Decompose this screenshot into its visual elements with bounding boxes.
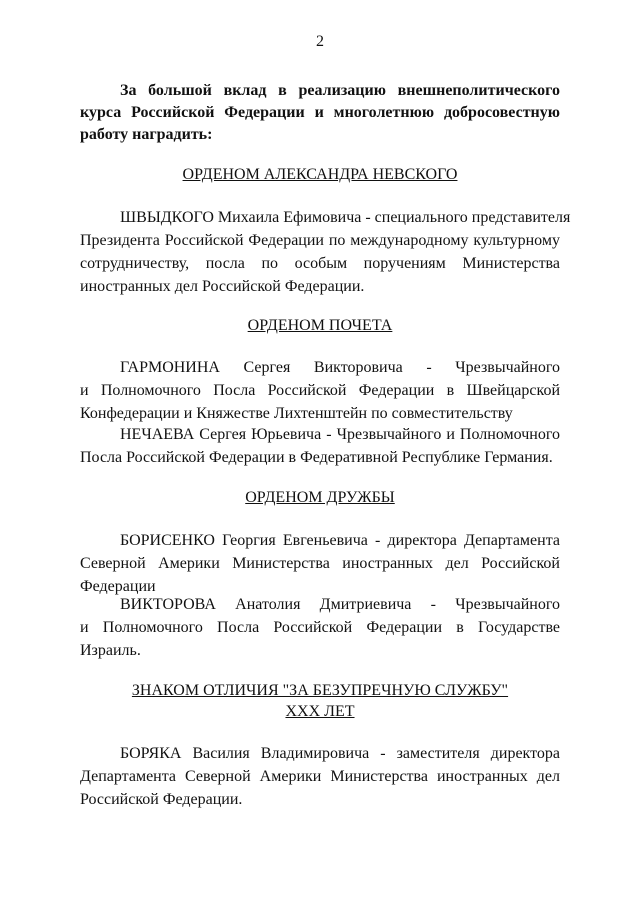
paragraph-line: Конфедерации и Княжестве Лихтенштейн по совместительству [80, 405, 513, 422]
paragraph-line: иностранных дел Российской Федерации. [80, 278, 365, 295]
paragraph-line: и Полномочного Посла Российской Федерации в Государстве [80, 619, 560, 636]
award-intro [80, 80, 560, 146]
award-paragraph [80, 356, 560, 425]
paragraph-line: ШВЫДКОГО Михаила Ефимовича - специального представителя [120, 209, 571, 226]
paragraph-line: и Полномочного Посла Российской Федерации в Швейцарской [80, 382, 560, 399]
paragraph-line: Российской Федерации. [80, 791, 243, 808]
paragraph-line: Департамента Северной Америки Министерства иностранных дел [80, 768, 560, 785]
award-paragraph [80, 423, 560, 469]
section-heading-badge-line2: XXX ЛЕТ [285, 703, 355, 720]
intro-line: курса Российской Федерации и многолетнюю добросовестную [80, 104, 560, 121]
paragraph-line: НЕЧАЕВА Сергея Юрьевича - Чрезвычайного и Полномочного [120, 426, 560, 443]
intro-line: За большой вклад в реализацию внешнеполитического [120, 82, 560, 99]
paragraph-line: сотрудничеству, посла по особым поручениям Министерства [80, 255, 560, 272]
paragraph-line: ГАРМОНИНА Сергея Викторовича - Чрезвычайного [120, 359, 560, 376]
paragraph-line: Президента Российской Федерации по международному культурному [80, 232, 560, 249]
paragraph-line: Посла Российской Федерации в Федеративной Республике Германия. [80, 449, 553, 466]
paragraph-line: Федерации [80, 578, 156, 595]
paragraph-line: Израиль. [80, 642, 141, 659]
section-heading-honour: ОРДЕНОМ ПОЧЕТА [247, 317, 393, 334]
section-heading-friendship: ОРДЕНОМ ДРУЖБЫ [245, 489, 395, 506]
page-number: 2 [316, 33, 324, 50]
award-paragraph [80, 529, 560, 598]
award-paragraph [80, 742, 560, 811]
paragraph-line: БОРИСЕНКО Георгия Евгеньевича - директора Департамента [120, 532, 560, 549]
paragraph-line: БОРЯКА Василия Владимировича - заместителя директора [120, 745, 560, 762]
section-heading-nevsky: ОРДЕНОМ АЛЕКСАНДРА НЕВСКОГО [182, 166, 458, 183]
intro-line: работу наградить: [80, 126, 213, 143]
award-paragraph [80, 593, 560, 662]
section-heading-badge: ЗНАКОМ ОТЛИЧИЯ "ЗА БЕЗУПРЕЧНУЮ СЛУЖБУ" [131, 682, 509, 699]
paragraph-line: ВИКТОРОВА Анатолия Дмитриевича - Чрезвычайного [120, 596, 560, 613]
paragraph-line: Северной Америки Министерства иностранных дел Российской [80, 555, 560, 572]
award-paragraph [80, 206, 571, 298]
